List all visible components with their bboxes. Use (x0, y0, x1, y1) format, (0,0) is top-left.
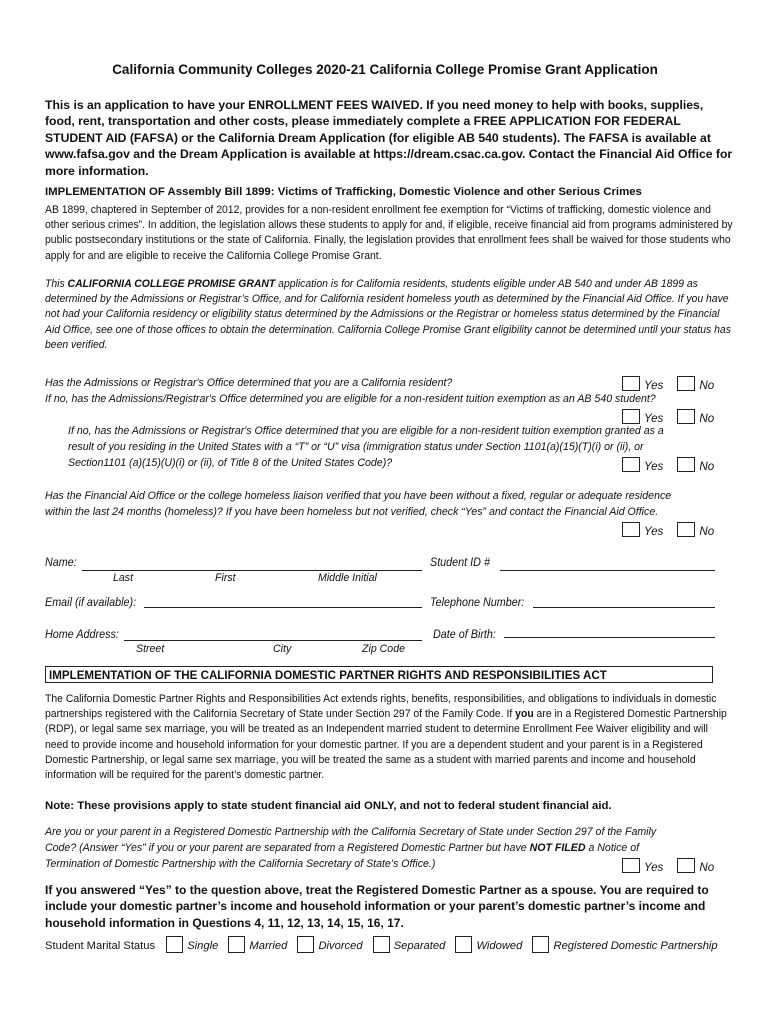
homeless-yes-label: Yes (644, 525, 664, 538)
ab1899-heading: IMPLEMENTATION OF Assembly Bill 1899: Victims of Trafficking, Domestic Violence and other Serious Crimes (45, 186, 642, 198)
home-address-input-line[interactable] (124, 640, 422, 641)
marital-single-checkbox[interactable] (166, 936, 183, 953)
homeless-yes-no (622, 522, 714, 538)
email-input-line[interactable] (144, 607, 422, 608)
q2-yes-no (622, 409, 714, 425)
first-name-caption: First (215, 572, 236, 584)
question-homeless-line2: within the last 24 months (homeless)? If you have been homeless but not verified, check “Yes” and contact the Financial Aid Office. (45, 506, 659, 518)
rdp-no-label: No (699, 861, 715, 874)
rdp-yes-label: Yes (644, 861, 664, 874)
q1-yes-no (622, 376, 714, 392)
promise-intro-bold: CALIFORNIA COLLEGE PROMISE GRANT (67, 278, 276, 290)
rdp-question-not-filed: NOT FILED (529, 842, 586, 854)
intro-paragraph: This is an application to have your ENROLLMENT FEES WAIVED. If you need money to help with books, supplies, food, rent, transportation and other costs, please immediately complete a FREE APPLICATION FOR FEDERAL STUDENT AID (FAFSA) or the California Dream Application (for eligible AB 540 students). The FAFSA is available at www.fafsa.gov and the Dream Application is available at https://dream.csac.ca.gov. Contact the Financial Aid Office for more information. (45, 98, 733, 178)
q3-yes-checkbox[interactable] (622, 457, 640, 472)
name-input-line[interactable] (82, 570, 422, 571)
promise-intro-paragraph (45, 277, 733, 353)
question-ca-resident: Has the Admissions or Registrar's Office determined that you are a California resident? (45, 377, 453, 389)
home-address-label: Home Address: (45, 628, 119, 641)
rdp-no-checkbox[interactable] (677, 858, 695, 873)
promise-intro-rest: application is for California residents, students eligible under AB 540 and under AB 1899 as determined by the Admissions or Registrar’s Office, and for California resident homeless youth as determined by the Financial Aid Office. If you have not had your California residency or eligibility status determined by the Admissions or the Registrar or homeless status determined by the Financial Aid Office, see one of those offices to obtain the determination. California College Promise Grant eligibility cannot be determined until your status has been verified. (45, 278, 731, 351)
email-label: Email (if available): (45, 596, 137, 609)
form-title: California Community Colleges 2020-21 California College Promise Grant Application (112, 62, 658, 77)
q1-no-label: No (699, 379, 715, 392)
q1-no-checkbox[interactable] (677, 376, 695, 391)
rdp-question-line2b: a Notice of (585, 842, 640, 854)
student-id-input-line[interactable] (500, 570, 715, 571)
rdp-text-part1: The California Domestic Partner Rights and Responsibilities Act extends rights, benefits, responsibilities, and obligations to individuals in domestic partnerships registered with the California Secretary of State under Section 297 of the Family Code. If (45, 693, 717, 721)
question-visa-line1: If no, has the Admissions or Registrar's Office determined that you are eligible for a non-resident tuition exemption granted as a (68, 425, 664, 437)
street-caption: Street (136, 643, 165, 655)
marital-married-label: Married (249, 940, 288, 952)
middle-initial-caption: Middle Initial (318, 572, 377, 584)
dob-label: Date of Birth: (433, 628, 496, 641)
rdp-yes-checkbox[interactable] (622, 858, 640, 873)
marital-rdp-checkbox[interactable] (532, 936, 549, 953)
homeless-no-label: No (699, 525, 715, 538)
marital-single-label: Single (187, 940, 219, 952)
marital-divorced-label: Divorced (318, 940, 363, 952)
marital-status-label: Student Marital Status (45, 940, 156, 952)
rdp-question-line1: Are you or your parent in a Registered Domestic Partnership with the California Secretary of State under Section 297 of the Family (45, 826, 657, 838)
q3-yes-no (622, 457, 714, 473)
promise-intro-lead: This (45, 278, 68, 290)
city-caption: City (273, 643, 292, 655)
rdp-question-line2 (45, 842, 639, 854)
marital-widowed-checkbox[interactable] (455, 936, 472, 953)
ab1899-paragraph: AB 1899, chaptered in September of 2012, provides for a non-resident enrollment fee exemption for “Victims of trafficking, domestic violence and other serious crimes”. In addition, the legislation allows these students to apply for and, if eligible, receive financial aid from programs administered by public postsecondary institutions or the state of California. Finally, the legislation provides that enrollment fees shall be waived for those students who apply for and are eligible to receive the California College Promise Grant. (45, 204, 733, 262)
q2-no-label: No (699, 412, 715, 425)
q2-yes-label: Yes (644, 412, 664, 425)
q2-yes-checkbox[interactable] (622, 409, 640, 424)
q2-no-checkbox[interactable] (677, 409, 695, 424)
marital-rdp-label: Registered Domestic Partnership (553, 940, 718, 952)
q1-yes-checkbox[interactable] (622, 376, 640, 391)
if-yes-instructions: If you answered “Yes” to the question above, treat the Registered Domestic Partner as a spouse. You are required to include your domestic partner’s income and household information or your parent’s domestic partner’s income and household information in Questions 4, 11, 12, 13, 14, 15, 16, 17. (45, 883, 709, 930)
rdp-yes-no (622, 858, 714, 874)
q3-no-label: No (699, 460, 715, 473)
student-id-label: Student ID # (430, 556, 490, 569)
marital-married-checkbox[interactable] (228, 936, 245, 953)
rdp-text-you: you (515, 708, 534, 721)
q3-yes-label: Yes (644, 460, 664, 473)
homeless-no-checkbox[interactable] (677, 522, 695, 537)
marital-separated-checkbox[interactable] (373, 936, 390, 953)
federal-aid-note: Note: These provisions apply to state student financial aid ONLY, and not to federal student financial aid. (45, 800, 612, 812)
q3-no-checkbox[interactable] (677, 457, 695, 472)
rdp-heading: IMPLEMENTATION OF THE CALIFORNIA DOMESTIC PARTNER RIGHTS AND RESPONSIBILITIES ACT (45, 666, 713, 683)
question-homeless-line1: Has the Financial Aid Office or the college homeless liaison verified that you have been without a fixed, regular or adequate residence (45, 490, 672, 502)
telephone-input-line[interactable] (533, 607, 715, 608)
telephone-label: Telephone Number: (430, 596, 525, 609)
question-ab540: If no, has the Admissions/Registrar's Office determined you are eligible for a non-resident tuition exemption as an AB 540 student? (45, 393, 656, 405)
name-label: Name: (45, 556, 77, 569)
dob-input-line[interactable] (504, 637, 715, 638)
marital-separated-label: Separated (393, 940, 446, 952)
rdp-question-line2a: Code? (Answer “Yes” if you or your parent are separated from a Registered Domestic Partner but have (45, 842, 530, 854)
q1-yes-label: Yes (644, 379, 664, 392)
marital-widowed-label: Widowed (476, 940, 523, 952)
marital-divorced-checkbox[interactable] (297, 936, 314, 953)
rdp-paragraph (45, 692, 733, 783)
last-name-caption: Last (113, 572, 134, 584)
question-visa-line3: Section1101 (a)(15)(U)(i) or (ii), of Title 8 of the United States Code)? (68, 457, 393, 469)
marital-status-row (45, 936, 725, 953)
rdp-question-line3: Termination of Domestic Partnership with the California Secretary of State’s Office.) (45, 858, 436, 870)
question-visa-line2: result of you residing in the United States with a “T” or “U” visa (immigration status under Section 1101(a)(15)(T)(i) or (ii), or (68, 441, 644, 453)
zip-caption: Zip Code (362, 643, 405, 655)
rdp-text-part2: are in a Registered Domestic Partnership (RDP), or legal same sex marriage, you will be treated as an Independent married student to determine Enrollment Fee Waiver eligibility and will need to provide income and household information for your domestic partner. If you are a dependent student and your parent is in a Registered Domestic Partnership, or legal same sex marriage, you will be treated the same as a student with married parents and income and household information will be required for the parent’s domestic partner. (45, 708, 727, 782)
homeless-yes-checkbox[interactable] (622, 522, 640, 537)
